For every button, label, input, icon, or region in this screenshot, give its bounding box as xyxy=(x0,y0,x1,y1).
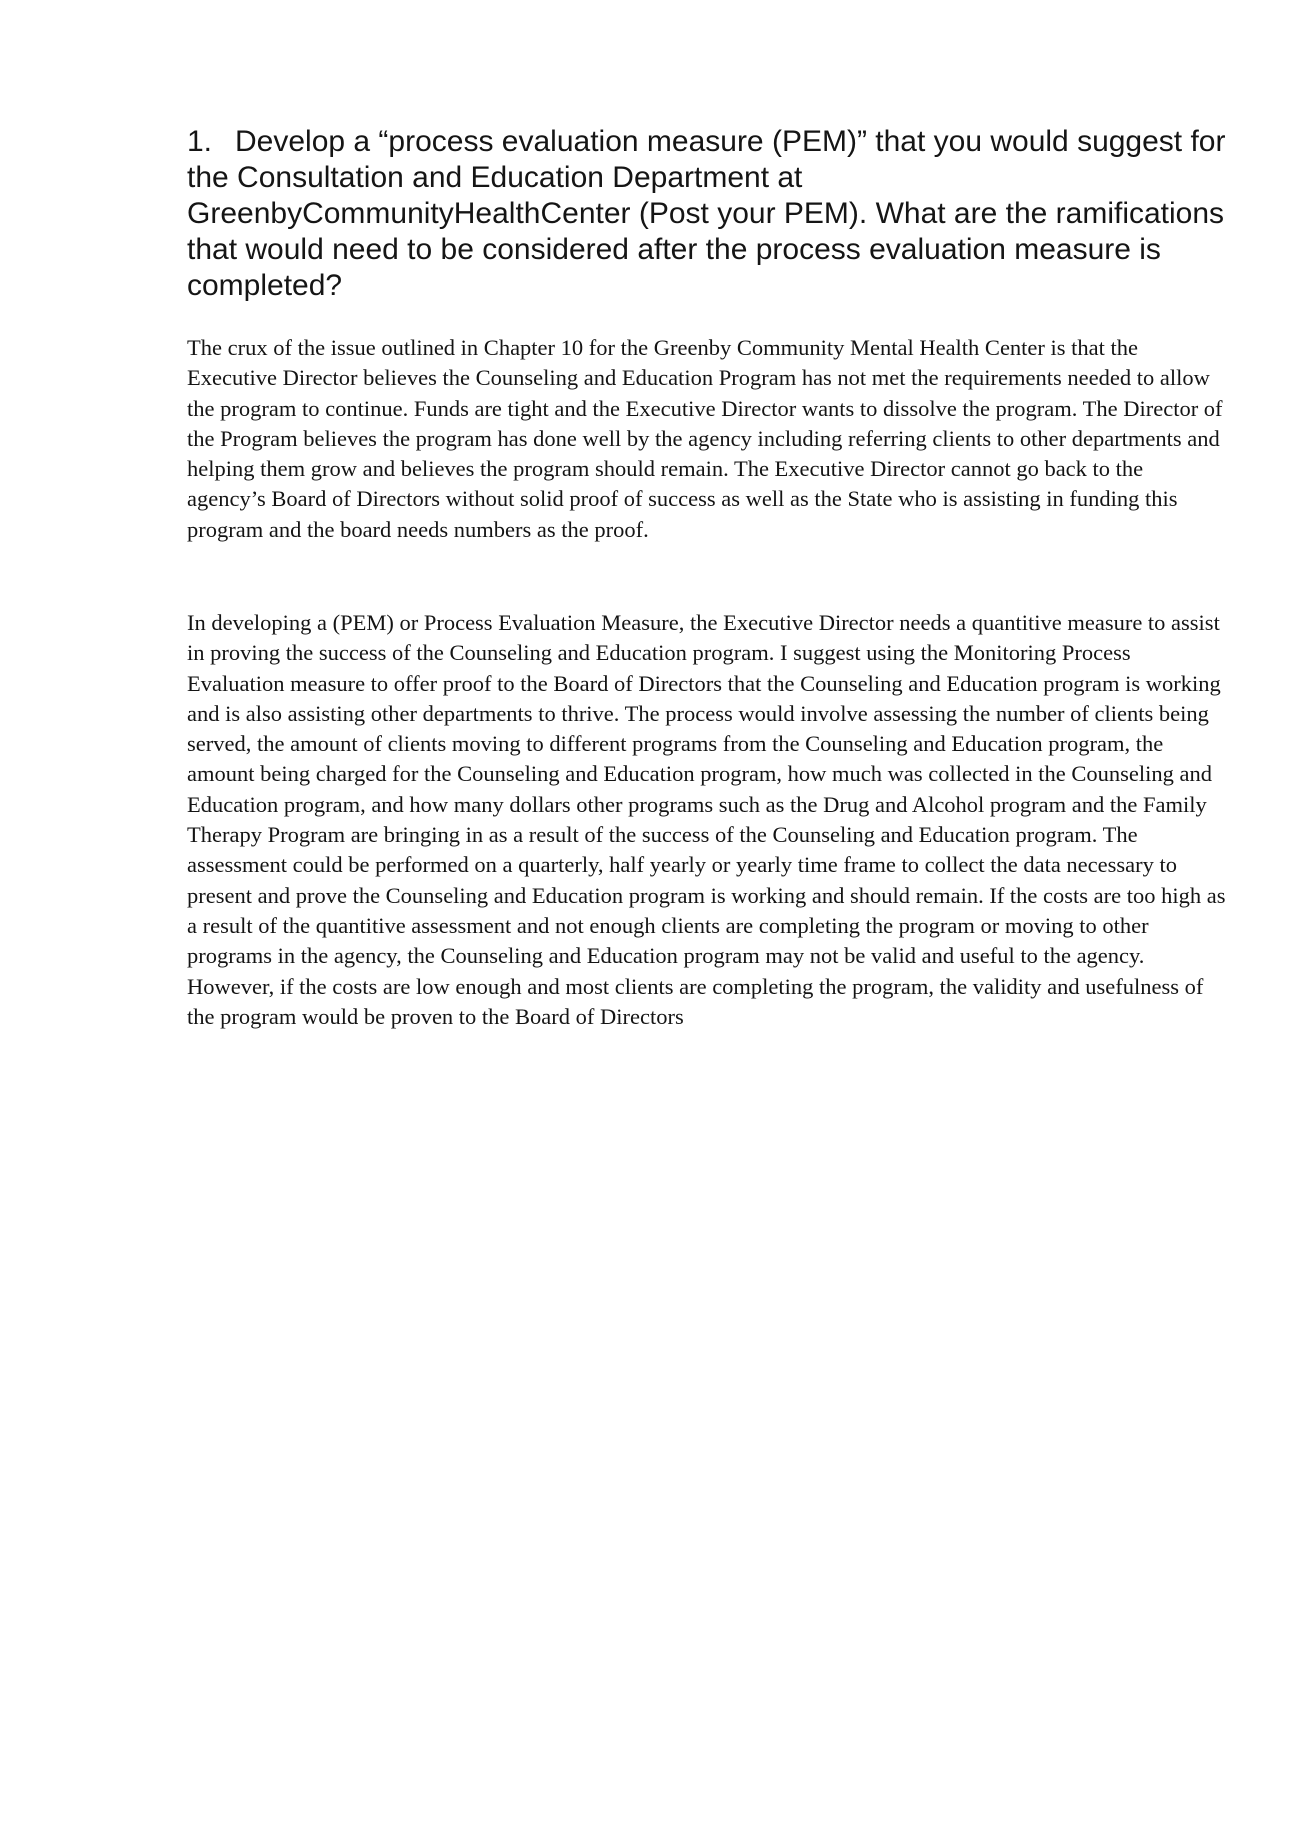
paragraph-pem-proposal: In developing a (PEM) or Process Evaluation Measure, the Executive Director needs a quantitive measure to assist in proving the success of the Counseling and Education program. I suggest using the Monitoring Process Evaluation measure to offer proof to the Board of Directors that the Counseling and Education program is working and is also assisting other departments to thrive. The process would involve assessing the number of clients being served, the amount of clients moving to different programs from the Counseling and Education program, the amount being charged for the Counseling and Education program, how much was collected in the Counseling and Education program, and how many dollars other programs such as the Drug and Alcohol program and the Family Therapy Program are bringing in as a result of the success of the Counseling and Education program. The assessment could be performed on a quarterly, half yearly or yearly time frame to collect the data necessary to present and prove the Counseling and Education program is working and should remain. If the costs are too high as a result of the quantitive assessment and not enough clients are completing the program or moving to other programs in the agency, the Counseling and Education program may not be valid and useful to the agency. However, if the costs are low enough and most clients are completing the program, the validity and usefulness of the program would be proven to the Board of Directors xyxy=(187,610,1226,1029)
question-number: 1. xyxy=(187,125,213,158)
question-heading xyxy=(187,124,1237,304)
paragraph-issue-summary: The crux of the issue outlined in Chapter 10 for the Greenby Community Mental Health Center is that the Executive Director believes the Counseling and Education Program has not met the requirements needed to allow the program to continue. Funds are tight and the Executive Director wants to dissolve the program. The Director of the Program believes the program has done well by the agency including referring clients to other departments and helping them grow and believes the program should remain. The Executive Director cannot go back to the agency’s Board of Directors without solid proof of success as well as the State who is assisting in funding this program and the board needs numbers as the proof. xyxy=(187,335,1223,542)
question-text: Develop a “process evaluation measure (PEM)” that you would suggest for the Consultation and Education Department at GreenbyCommunityHealthCenter (Post your PEM). What are the ramifications that would need to be considered after the process evaluation measure is completed? xyxy=(187,125,1226,302)
